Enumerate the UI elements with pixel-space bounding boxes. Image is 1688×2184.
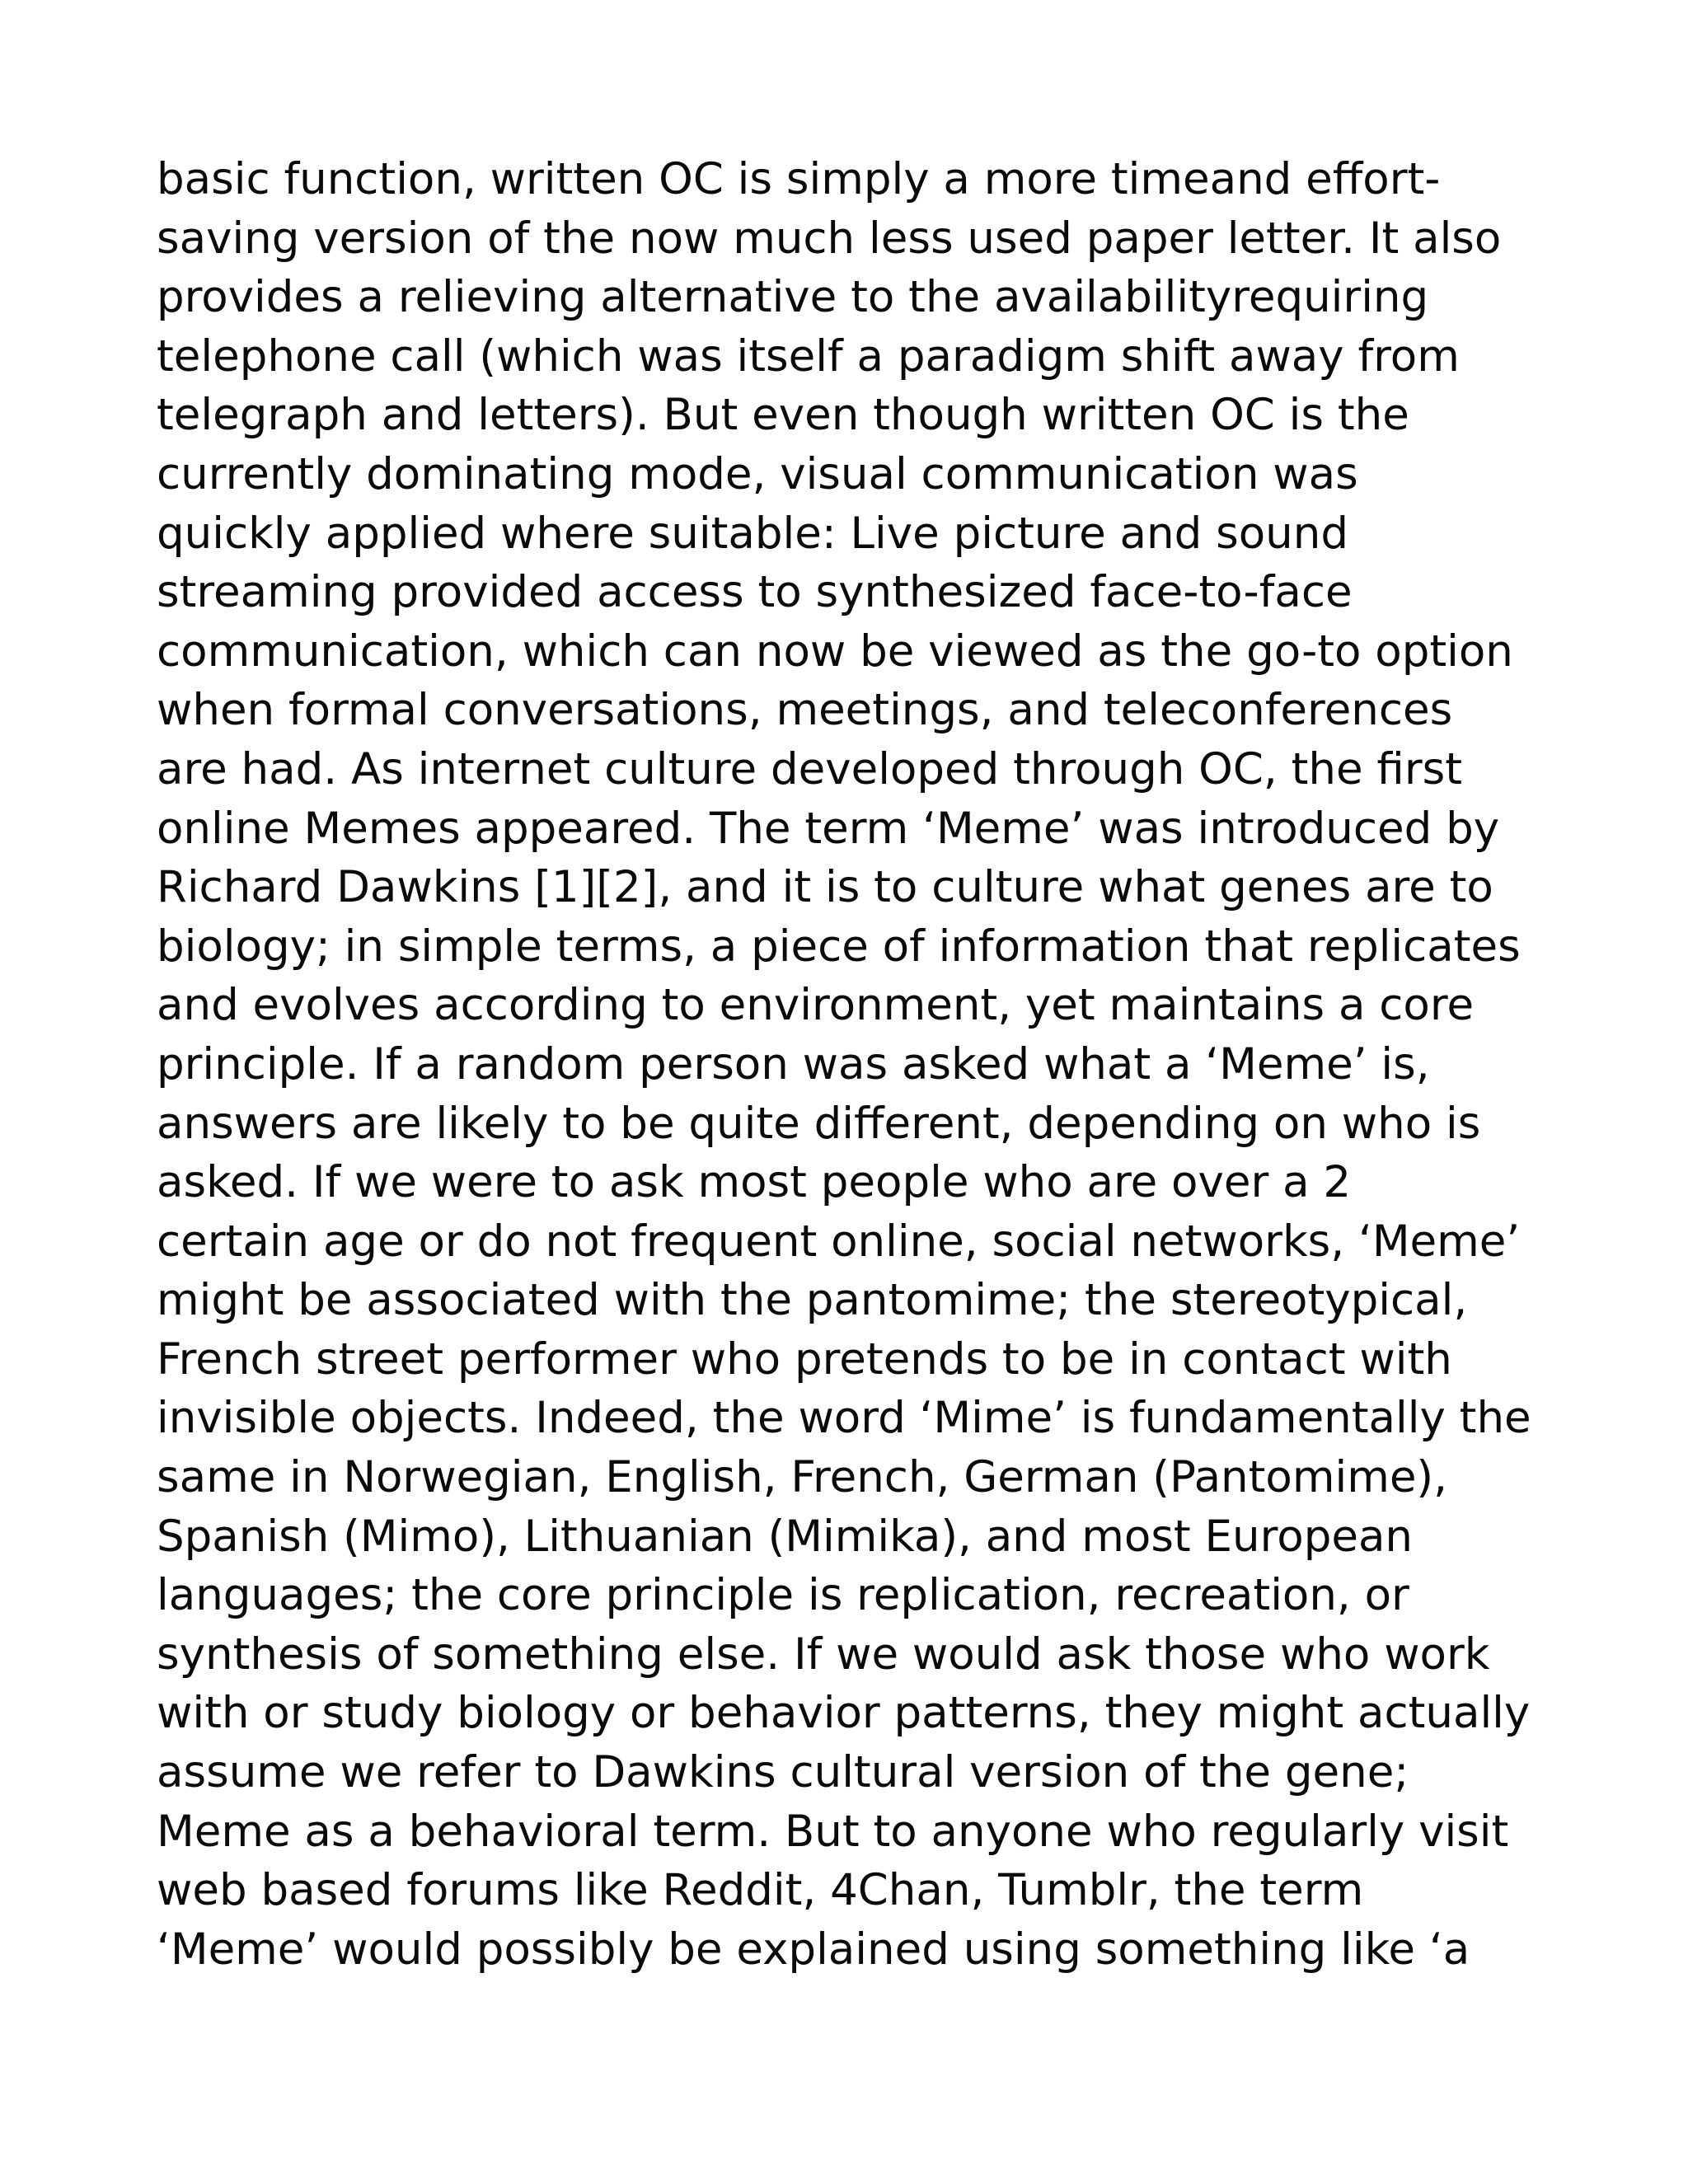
text-line: ‘Meme’ would possibly be explained using something like ‘a bbox=[157, 1924, 1470, 1975]
text-line: when formal conversations, meetings, and teleconferences bbox=[157, 685, 1453, 736]
text-line: asked. If we were to ask most people who are over a 2 bbox=[157, 1157, 1352, 1208]
text-line: streaming provided access to synthesized face-to-face bbox=[157, 567, 1353, 618]
text-line: invisible objects. Indeed, the word ‘Mime’ is fundamentally the bbox=[157, 1393, 1531, 1444]
text-line: Richard Dawkins [1][2], and it is to culture what genes are to bbox=[157, 862, 1493, 913]
text-line: basic function, written OC is simply a more timeand effort- bbox=[157, 154, 1441, 204]
body-text bbox=[157, 150, 1574, 1979]
text-line: currently dominating mode, visual communication was bbox=[157, 448, 1358, 499]
text-line: synthesis of something else. If we would ask those who work bbox=[157, 1629, 1490, 1680]
text-line: Spanish (Mimo), Lithuanian (Mimika), and most European bbox=[157, 1511, 1414, 1562]
text-line: principle. If a random person was asked what a ‘Meme’ is, bbox=[157, 1038, 1430, 1090]
text-line: quickly applied where suitable: Live picture and sound bbox=[157, 508, 1348, 559]
text-line: languages; the core principle is replication, recreation, or bbox=[157, 1570, 1409, 1621]
text-line: assume we refer to Dawkins cultural version of the gene; bbox=[157, 1747, 1409, 1798]
text-line: provides a relieving alternative to the availabilityrequiring bbox=[157, 272, 1429, 323]
text-line: telephone call (which was itself a paradigm shift away from bbox=[157, 330, 1460, 382]
text-line: with or study biology or behavior patterns, they might actually bbox=[157, 1688, 1531, 1739]
text-line: French street performer who pretends to be in contact with bbox=[157, 1333, 1452, 1385]
text-line: telegraph and letters). But even though written OC is the bbox=[157, 390, 1409, 441]
text-line: biology; in simple terms, a piece of information that replicates bbox=[157, 921, 1521, 972]
text-line: online Memes appeared. The term ‘Meme’ was introduced by bbox=[157, 803, 1500, 854]
text-line: web based forums like Reddit, 4Chan, Tumblr, the term bbox=[157, 1865, 1364, 1916]
text-line: might be associated with the pantomime; the stereotypical, bbox=[157, 1275, 1468, 1326]
text-line: certain age or do not frequent online, social networks, ‘Meme’ bbox=[157, 1216, 1521, 1267]
text-line: answers are likely to be quite different, depending on who is bbox=[157, 1098, 1481, 1149]
text-line: and evolves according to environment, yet maintains a core bbox=[157, 980, 1475, 1031]
text-line: are had. As internet culture developed through OC, the first bbox=[157, 743, 1462, 794]
text-line: same in Norwegian, English, French, German (Pantomime), bbox=[157, 1452, 1447, 1503]
text-line: communication, which can now be viewed as the go-to option bbox=[157, 626, 1513, 677]
text-line: Meme as a behavioral term. But to anyone who regularly visit bbox=[157, 1806, 1509, 1857]
text-line: saving version of the now much less used paper letter. It also bbox=[157, 213, 1502, 264]
